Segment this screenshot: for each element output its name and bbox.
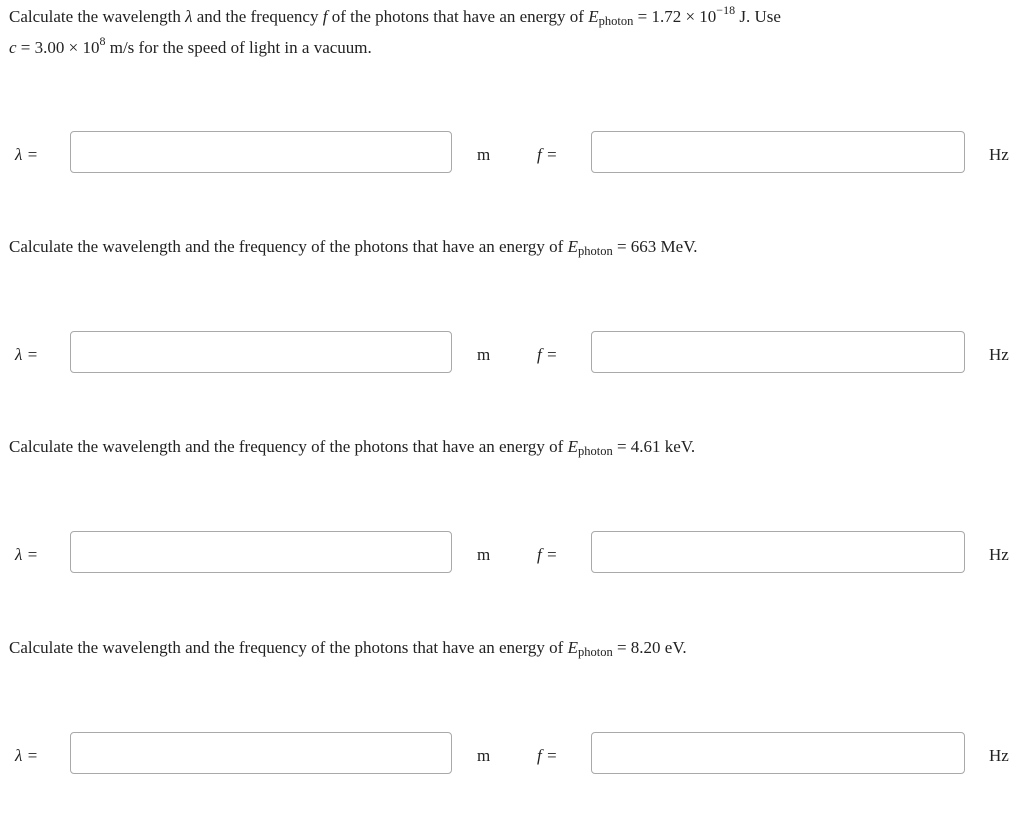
problem-4-prompt: Calculate the wavelength and the frequency of the photons that have an energy of Ephoton = 8.20 eV.: [9, 638, 687, 659]
answer-row-1: [0, 131, 1024, 179]
problem-3-prompt: Calculate the wavelength and the frequency of the photons that have an energy of Ephoton = 4.61 keV.: [9, 437, 696, 458]
problem-2-prompt: Calculate the wavelength and the frequency of the photons that have an energy of Ephoton = 663 MeV.: [9, 237, 698, 258]
wavelength-input-2[interactable]: [70, 331, 452, 373]
frequency-input-4[interactable]: [591, 732, 965, 774]
wavelength-unit: m: [477, 345, 491, 364]
frequency-unit: Hz: [989, 345, 1009, 364]
wavelength-unit: m: [477, 746, 491, 765]
lambda-label: λ =: [15, 345, 39, 364]
answer-row-2: [0, 331, 1024, 379]
lambda-label: λ =: [15, 145, 39, 164]
answer-row-4: [0, 732, 1024, 780]
frequency-input-3[interactable]: [591, 531, 965, 573]
wavelength-input-4[interactable]: [70, 732, 452, 774]
frequency-label: f =: [537, 345, 558, 364]
lambda-label: λ =: [15, 545, 39, 564]
wavelength-input-1[interactable]: [70, 131, 452, 173]
frequency-unit: Hz: [989, 746, 1009, 765]
frequency-unit: Hz: [989, 545, 1009, 564]
answer-row-3: [0, 531, 1024, 579]
problem-1-prompt: Calculate the wavelength λ and the frequency f of the photons that have an energy of Ephoton = $1.72 \times 10^{-18}$ J. Use $c = 3.00 \times 10^8$ m/s for the speed of light in a vacuum.: [9, 3, 781, 57]
frequency-input-1[interactable]: [591, 131, 965, 173]
frequency-input-2[interactable]: [591, 331, 965, 373]
frequency-label: f =: [537, 545, 558, 564]
frequency-label: f =: [537, 746, 558, 765]
frequency-label: f =: [537, 145, 558, 164]
wavelength-input-3[interactable]: [70, 531, 452, 573]
lambda-label: λ =: [15, 746, 39, 765]
frequency-unit: Hz: [989, 145, 1009, 164]
wavelength-unit: m: [477, 145, 491, 164]
wavelength-unit: m: [477, 545, 491, 564]
